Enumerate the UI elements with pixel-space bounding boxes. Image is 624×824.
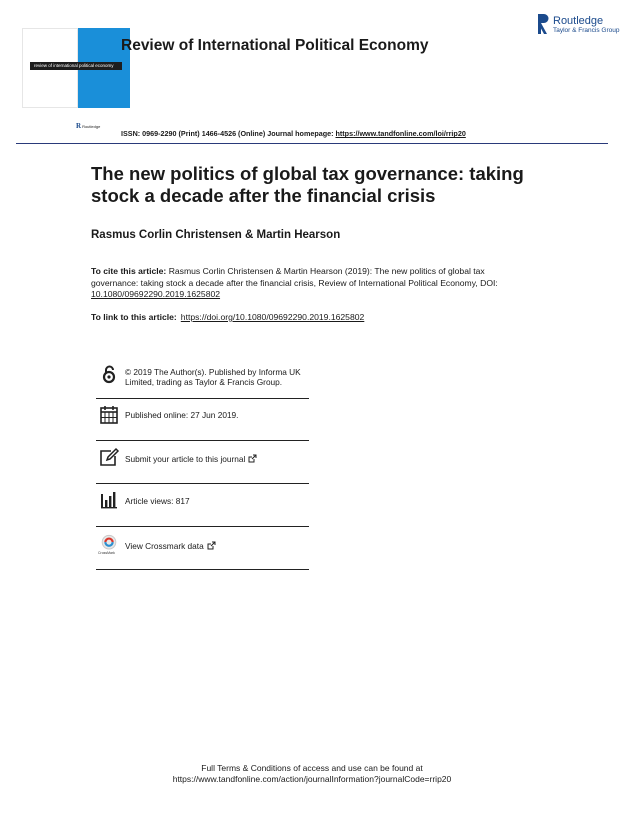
header-divider [16, 143, 608, 144]
cover-publisher-logo: R Routledge [76, 122, 101, 130]
meta-divider [96, 483, 309, 484]
calendar-icon [98, 405, 120, 425]
meta-divider [96, 526, 309, 527]
published-date: Published online: 27 Jun 2019. [125, 410, 239, 420]
citation-block [91, 266, 521, 301]
footer-terms-text: Full Terms & Conditions of access and use can be found at [201, 763, 423, 773]
crossmark-link[interactable]: View Crossmark data [125, 541, 204, 551]
publisher-name: Routledge [553, 15, 604, 27]
external-link-icon [207, 541, 216, 550]
article-link-block [91, 312, 364, 322]
crossmark-badge-label: CrossMark [98, 551, 115, 555]
footer-terms-link[interactable]: https://www.tandfonline.com/action/journalInformation?journalCode=rrip20 [172, 774, 452, 784]
journal-homepage-link[interactable]: https://www.tandfonline.com/loi/rrip20 [335, 129, 466, 138]
link-label: To link to this article: [91, 312, 177, 322]
routledge-r-icon [537, 13, 549, 35]
article-doi-link[interactable]: https://doi.org/10.1080/09692290.2019.1625802 [180, 312, 365, 322]
cover-band-text: review of international political economy [34, 63, 114, 68]
article-views: Article views: 817 [125, 496, 190, 506]
journal-title[interactable]: Review of International Political Economy [121, 37, 429, 54]
citation-text: Rasmus Corlin Christensen & Martin Hearson (2019): The new politics of global tax governance: taking stock a decade after the financial crisis, Review of International Political Economy, DOI: [91, 266, 498, 288]
journal-cover-thumbnail [22, 28, 114, 108]
bar-chart-icon [98, 490, 120, 510]
article-authors[interactable]: Rasmus Corlin Christensen & Martin Hearson [91, 229, 341, 241]
submit-article-link[interactable]: Submit your article to this journal [125, 454, 246, 464]
meta-divider [96, 440, 309, 441]
edit-icon [98, 447, 120, 467]
article-title: The new politics of global tax governance: taking stock a decade after the financial crisis [91, 163, 524, 206]
routledge-logo [537, 13, 619, 35]
meta-divider [96, 398, 309, 399]
external-link-icon [248, 454, 257, 463]
publisher-tagline: Taylor & Francis Group [553, 27, 620, 34]
footer [0, 763, 624, 785]
issn-line: ISSN: 0969-2290 (Print) 1466-4526 (Online) Journal homepage: https://www.tandfonline.com/loi/rrip20 [121, 129, 466, 138]
license-text: © 2019 The Author(s). Published by Informa UK Limited, trading as Taylor & Francis Group. [125, 367, 301, 387]
meta-divider [96, 569, 309, 570]
open-access-icon [98, 364, 120, 384]
citation-label: To cite this article: [91, 266, 167, 276]
citation-doi-link[interactable]: 10.1080/09692290.2019.1625802 [91, 289, 221, 299]
